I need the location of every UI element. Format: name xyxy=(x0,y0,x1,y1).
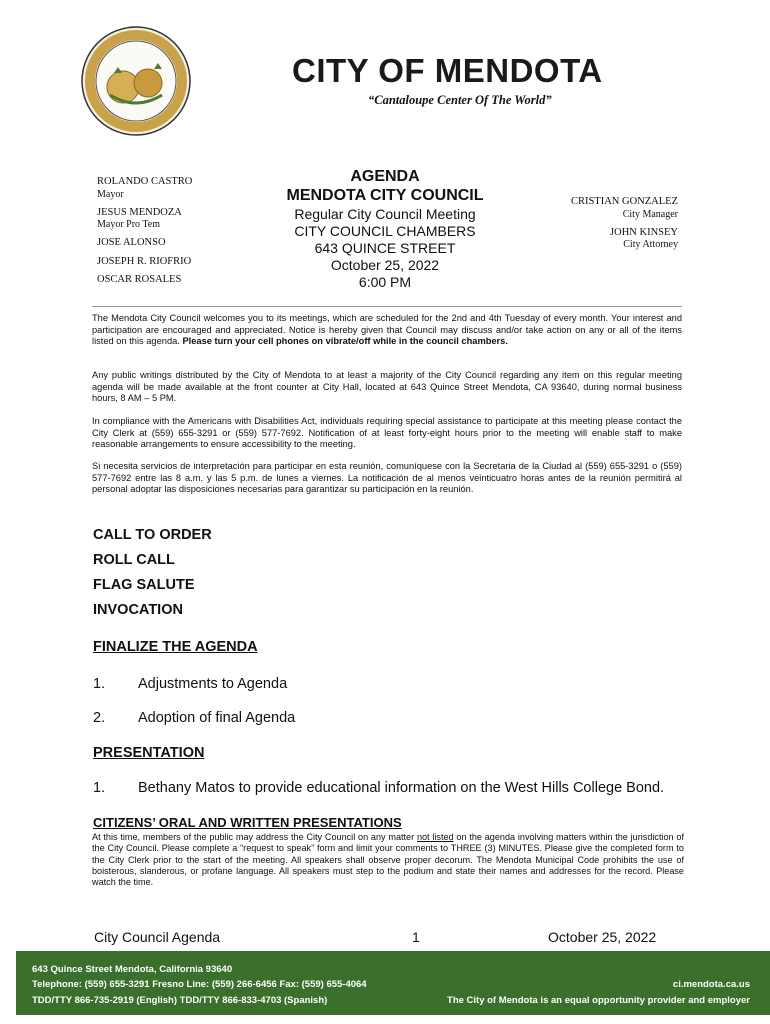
citizens-paragraph xyxy=(92,832,684,888)
footer-website: ci.mendota.ca.us xyxy=(672,979,750,990)
item-number: 1. xyxy=(93,780,106,796)
meeting-time: 6:00 PM xyxy=(358,274,412,290)
welcome-paragraph xyxy=(92,313,682,348)
official-name: JOHN KINSEY xyxy=(610,226,678,238)
citizens-text-a: At this time, members of the public may address the City Council on any matter xyxy=(92,832,417,842)
official-name: CRISTIAN GONZALEZ xyxy=(570,196,678,207)
official-name: JESUS MENDOZA xyxy=(97,206,182,218)
footer-tdd: TDD/TTY 866-735-2919 (English) TDD/TTY 866-833-4703 (Spanish) xyxy=(32,995,328,1006)
official-role: Mayor xyxy=(97,188,124,200)
agenda-item xyxy=(93,710,295,726)
city-motto: “Cantaloupe Center Of The World” xyxy=(368,93,552,107)
cell-phone-notice: Please turn your cell phones on vibrate/off while in the council chambers. xyxy=(182,336,508,347)
official-name: JOSE ALONSO xyxy=(97,237,166,249)
footer-doc-name: City Council Agenda xyxy=(94,929,221,945)
meeting-date: October 25, 2022 xyxy=(330,257,440,273)
ada-paragraph: In compliance with the Americans with Disabilities Act, individuals requiring special assistance to participate at this meeting please contact the City Clerk at (559) 655-3291 or (559) 577-7692. Notification of at least forty-eight hours prior to the meeting will enable staff to make reasonable arrangements to ensure accessibility to the meeting. xyxy=(92,416,682,450)
page-number: 1 xyxy=(412,929,420,945)
council-members-list xyxy=(97,176,192,287)
spanish-paragraph: Si necesita servicios de interpretación para participar en esta reunión, comuníquese con la Secretaria de la Ciudad al (559) 655-3291 o (559) 577-7692 entre las 8 a.m. y las 5 p.m. de lunes a viernes. La notificación de al menos veinticuatro horas antes de la reunión permitirá al personal adoptar las disposiciones necesarias para garantizar su participación en la reunión. xyxy=(92,461,682,495)
footer-phones: Telephone: (559) 655-3291 Fresno Line: (559) 266-6456 Fax: (559) 655-4064 xyxy=(32,979,367,990)
staff-list xyxy=(571,196,678,251)
citizens-text-b: on the agenda involving matters within the jurisdiction of the City Council. Please complete a “request to speak” form and limit your comments to THREE (3) MINUTES. Please give the completed form to the City Clerk prior to the start of the meeting. All speakers shall observe proper decorum. The Mendota Municipal Code prohibits the use of boisterous, slanderous, or profane language. All speakers must step to the podium and state their names and addresses for the record. Please watch the time. xyxy=(92,832,684,888)
official-role: City Attorney xyxy=(623,239,678,251)
footer-equal-opportunity: The City of Mendota is an equal opportunity provider and employer xyxy=(447,995,750,1006)
section-invocation: INVOCATION xyxy=(93,602,183,618)
footer-address: 643 Quince Street Mendota, California 93640 xyxy=(32,964,233,975)
meeting-address: 643 QUINCE STREET xyxy=(314,240,456,256)
official-name: JOSEPH R. RIOFRIO xyxy=(97,255,192,267)
official-role: Mayor Pro Tem xyxy=(97,219,160,231)
city-title: CITY OF MENDOTA xyxy=(292,52,603,89)
welcome-text: The Mendota City Council welcomes you to its meetings, which are scheduled for the 2nd and 4th Tuesday of every month. Your interest and participation are encouraged and appreciated. Notice is hereby given that Council may discuss and/or take action on any or all of the items listed on this agenda. xyxy=(92,313,682,347)
council-name: MENDOTA CITY COUNCIL xyxy=(286,187,484,204)
official-name: OSCAR ROSALES xyxy=(97,274,182,286)
item-text: Adoption of final Agenda xyxy=(138,710,296,726)
agenda-header xyxy=(270,168,500,291)
agenda-item xyxy=(93,676,287,692)
citizens-presentations-heading: CITIZENS’ ORAL AND WRITTEN PRESENTATIONS xyxy=(93,815,402,830)
city-seal-logo xyxy=(80,25,192,137)
contact-footer-bar xyxy=(16,951,770,1015)
item-text: Adjustments to Agenda xyxy=(138,676,288,692)
presentation-heading: PRESENTATION xyxy=(93,745,205,761)
public-writings-paragraph: Any public writings distributed by the City of Mendota to at least a majority of the City Council regarding any item on this regular meeting agenda will be made available at the front counter at City Hall, located at 643 Quince Street Mendota, CA 93640, during normal business hours, 8 AM – 5 PM. xyxy=(92,370,682,404)
official-name: ROLANDO CASTRO xyxy=(97,176,193,187)
finalize-agenda-heading: FINALIZE THE AGENDA xyxy=(93,639,258,655)
meeting-location: CITY COUNCIL CHAMBERS xyxy=(294,223,476,239)
section-flag-salute: FLAG SALUTE xyxy=(93,577,195,593)
agenda-label: AGENDA xyxy=(350,168,420,185)
item-number: 1. xyxy=(93,676,106,692)
section-roll-call: ROLL CALL xyxy=(93,552,175,568)
divider xyxy=(92,306,682,307)
meeting-type: Regular City Council Meeting xyxy=(294,206,476,222)
agenda-item xyxy=(93,780,664,796)
official-role: City Manager xyxy=(622,208,678,220)
item-number: 2. xyxy=(93,710,106,726)
footer-date: October 25, 2022 xyxy=(548,929,657,945)
citizens-text-underlined: not listed xyxy=(416,832,454,842)
section-call-to-order: CALL TO ORDER xyxy=(93,527,212,543)
item-text: Bethany Matos to provide educational information on the West Hills College Bond. xyxy=(138,780,665,796)
